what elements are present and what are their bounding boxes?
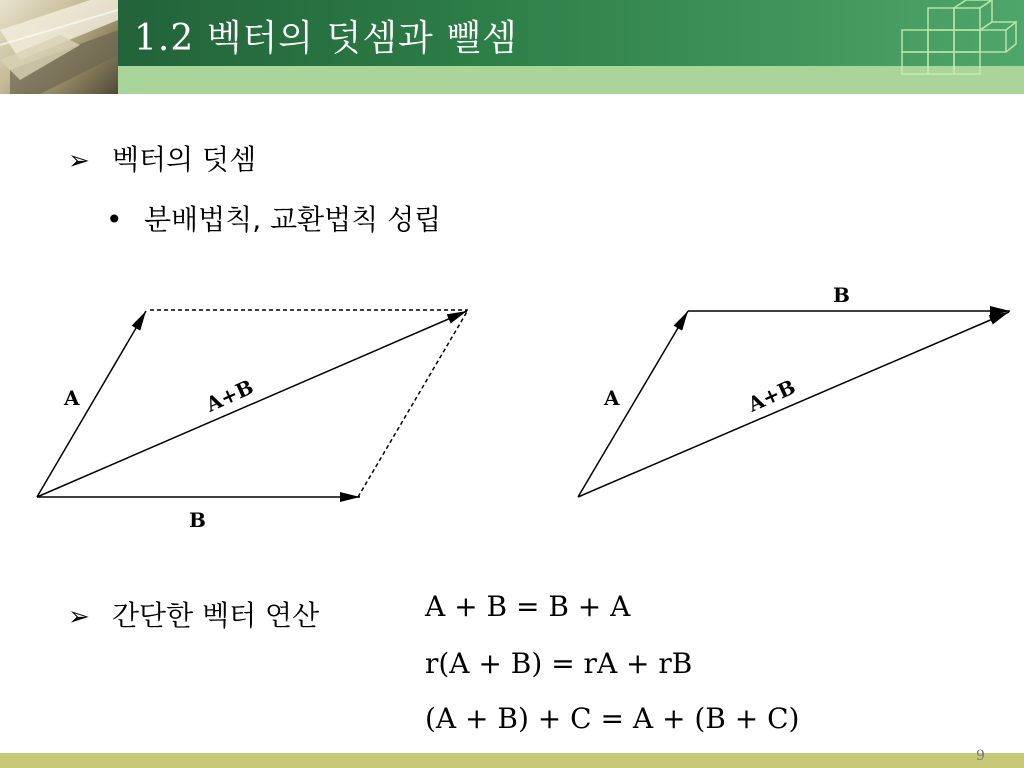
slide-header [0, 0, 1024, 96]
building-blocks-icon [892, 0, 1024, 94]
bullet-text: 간단한 벡터 연산 [112, 599, 320, 632]
triangle-diagram [578, 283, 1010, 497]
label-b: B [189, 508, 206, 532]
vector-sum-arrow [578, 312, 1009, 497]
arrow-bullet-icon: ➢ [68, 602, 90, 632]
label-sum: A+B [202, 374, 257, 417]
parallelogram-diagram [37, 310, 468, 532]
dot-bullet-icon: • [106, 203, 123, 236]
footer-band [0, 753, 1024, 768]
bullet-text: 분배법칙, 교환법칙 성립 [144, 203, 442, 236]
label-a: A [64, 386, 80, 410]
label-b: B [833, 283, 850, 307]
slide-title: 1.2 벡터의 덧셈과 뺄셈 [134, 18, 518, 59]
equation-commutative: A + B = B + A [425, 590, 631, 623]
equation-associative: (A + B) + C = A + (B + C) [425, 702, 800, 735]
bullet-vector-addition [68, 138, 256, 178]
arrow-bullet-icon: ➢ [68, 146, 90, 176]
dashed-right-edge [358, 310, 468, 497]
vector-addition-diagram [0, 270, 1024, 540]
bullet-simple-ops [68, 594, 319, 634]
vector-a-arrow [37, 311, 146, 497]
header-photo [0, 0, 118, 94]
bullet-text: 벡터의 덧셈 [112, 143, 257, 176]
vector-sum-arrow [37, 311, 467, 497]
vector-a-arrow [578, 311, 688, 497]
header-light-band [0, 66, 1024, 94]
page-number: 9 [976, 748, 985, 764]
bullet-laws [106, 198, 441, 238]
equation-distributive: r(A + B) = rA + rB [425, 647, 693, 680]
label-sum: A+B [744, 374, 799, 417]
label-a: A [604, 386, 620, 410]
